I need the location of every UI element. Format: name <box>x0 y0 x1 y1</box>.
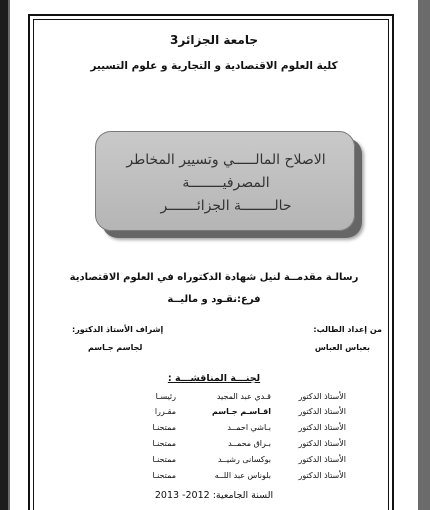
academic-year: السنة الجامعية: 2012- 2013 <box>154 490 274 501</box>
jury-member-role: ممتحنـا <box>152 439 176 448</box>
jury-member-name: اقـاسـم جـاسم <box>211 407 271 416</box>
jury-heading: لجنـــة المناقشـــة : <box>167 373 261 384</box>
student-name: بعباس العباس <box>314 343 370 352</box>
jury-member-name: بلوناس عبد اللــه <box>214 471 271 480</box>
title-line-2: المصرفيــــــــة <box>182 175 270 191</box>
jury-member-title: الأستاذ الدكتور <box>298 423 346 432</box>
jury-member-title: الأستاذ الدكتور <box>298 439 346 448</box>
jury-member-role: مقـررا <box>154 407 176 416</box>
thesis-branch: فرع:نقـود و ماليــة <box>167 294 261 305</box>
supervisor-name: لجاسم جـاسم <box>88 343 143 352</box>
jury-member-name: قـدي عبد المجيد <box>216 392 271 401</box>
jury-member-name: بـاشي احمــد <box>227 423 271 432</box>
student-label: من إعداد الطالب: <box>313 325 382 334</box>
jury-member-role: رئيسـا <box>155 392 176 401</box>
dark-left-strip <box>0 0 8 510</box>
jury-member-role: ممتحنـا <box>152 455 176 464</box>
thesis-title-box <box>95 131 355 231</box>
jury-member-role: ممتحنـا <box>152 471 176 480</box>
jury-member-title: الأستاذ الدكتور <box>298 471 346 480</box>
jury-member-role: ممتحنـا <box>152 423 176 432</box>
document-page <box>10 0 418 510</box>
title-line-3: حالــــــــة الجزائـــــــر <box>160 198 292 214</box>
supervisor-label: إشراف الأستاذ الدكتور: <box>72 325 164 334</box>
faculty-name: كلية العلوم الاقتصادية و التجارية و علوم التسيير <box>90 60 338 72</box>
page-border-inner <box>33 19 389 510</box>
jury-member-name: بـراق محمــد <box>228 439 271 448</box>
thesis-description: رسالـة مقدمــة لنيل شهادة الدكتوراه في العلوم الاقتصادية <box>69 272 359 283</box>
university-name: جامعة الجزائر3 <box>170 33 258 47</box>
jury-member-title: الأستاذ الدكتور <box>298 455 346 464</box>
title-line-1: الاصلاح المالـــــي وتسيير المخاطر <box>126 152 326 168</box>
jury-member-name: بوكسانى رشيــد <box>217 455 271 464</box>
jury-member-title: الأستاذ الدكتور <box>298 392 346 401</box>
jury-member-title: الأستاذ الدكتور <box>298 407 346 416</box>
